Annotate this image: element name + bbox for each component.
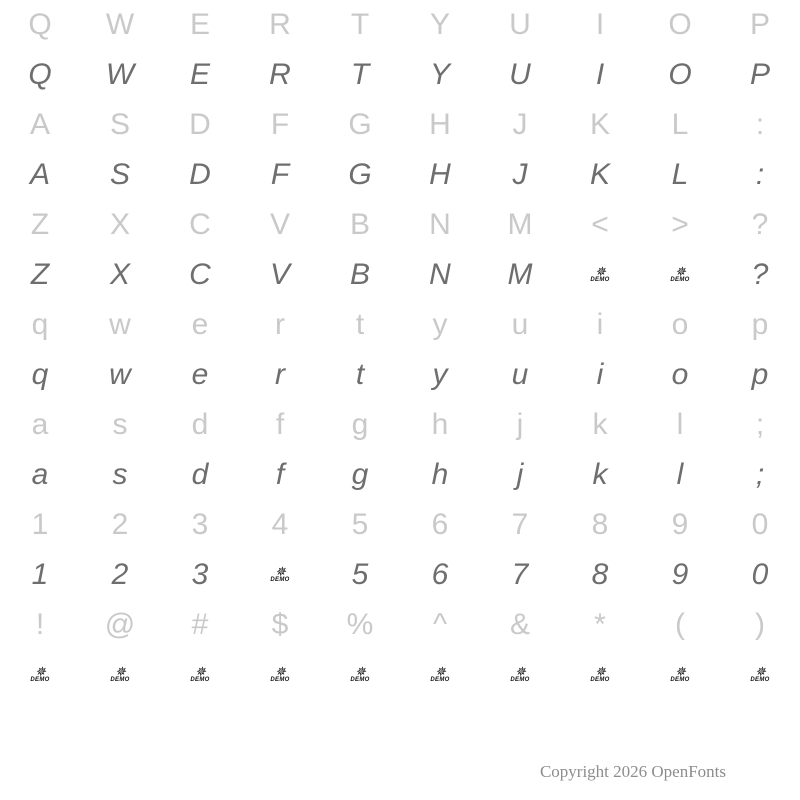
glyph-cell: F	[270, 158, 290, 191]
demo-watermark-icon	[240, 550, 320, 600]
glyph-row	[0, 550, 800, 600]
glyph-cell: C	[189, 258, 211, 291]
glyph-cell: 2	[111, 508, 129, 541]
glyph-row	[0, 350, 800, 400]
glyph-cell: C	[189, 208, 211, 241]
glyph-cell: ;	[755, 458, 765, 491]
demo-watermark-icon	[160, 650, 240, 700]
glyph-cell: g	[351, 408, 369, 441]
glyph-cell: r	[275, 358, 285, 391]
glyph-cell: <	[591, 208, 609, 241]
glyph-cell: )	[755, 608, 765, 641]
glyph-row	[0, 450, 800, 500]
glyph-cell: H	[429, 158, 451, 191]
glyph-cell: W	[105, 58, 135, 91]
glyph-cell: d	[191, 408, 209, 441]
glyph-cell: 3	[191, 558, 209, 591]
demo-mark	[190, 664, 210, 683]
glyph-cell: 4	[271, 508, 289, 541]
glyph-cell: S	[109, 108, 130, 141]
glyph-cell: a	[31, 458, 49, 491]
glyph-cell: y	[432, 308, 448, 341]
glyph-cell: J	[512, 158, 528, 191]
glyph-cell: R	[269, 8, 291, 41]
glyph-cell: 6	[431, 558, 449, 591]
glyph-cell: K	[589, 108, 610, 141]
glyph-cell: P	[749, 8, 770, 41]
glyph-cell: G	[348, 108, 372, 141]
glyph-cell: $	[271, 608, 289, 641]
glyph-cell: S	[109, 158, 130, 191]
demo-label: DEMO	[670, 677, 690, 683]
glyph-cell: :	[755, 108, 765, 141]
demo-burst-icon: ✵	[675, 664, 685, 679]
glyph-cell: h	[431, 458, 449, 491]
glyph-cell: w	[109, 308, 131, 341]
glyph-cell: %	[346, 608, 374, 641]
demo-burst-icon: ✵	[355, 664, 365, 679]
glyph-cell: E	[189, 58, 210, 91]
glyph-cell: Z	[30, 208, 50, 241]
glyph-row	[0, 400, 800, 450]
demo-watermark-icon	[720, 650, 800, 700]
demo-mark	[270, 664, 290, 683]
glyph-cell: d	[191, 458, 209, 491]
glyph-cell: ^	[432, 608, 448, 641]
demo-burst-icon: ✵	[595, 264, 605, 279]
demo-label: DEMO	[750, 677, 770, 683]
glyph-cell: w	[109, 358, 131, 391]
glyph-cell: q	[31, 308, 49, 341]
demo-watermark-icon	[480, 650, 560, 700]
demo-burst-icon: ✵	[115, 664, 125, 679]
glyph-cell: 1	[31, 508, 49, 541]
glyph-cell: r	[275, 308, 285, 341]
demo-mark	[670, 664, 690, 683]
glyph-cell: O	[668, 8, 692, 41]
glyph-row	[0, 0, 800, 50]
demo-label: DEMO	[590, 677, 610, 683]
glyph-cell: R	[269, 58, 291, 91]
demo-burst-icon: ✵	[595, 664, 605, 679]
demo-watermark-icon	[400, 650, 480, 700]
glyph-cell: e	[191, 358, 209, 391]
glyph-cell: s	[112, 408, 128, 441]
glyph-cell: P	[749, 58, 770, 91]
demo-mark	[350, 664, 370, 683]
glyph-cell: 5	[351, 508, 369, 541]
glyph-cell: J	[512, 108, 528, 141]
glyph-cell: L	[671, 108, 689, 141]
glyph-cell: F	[270, 108, 290, 141]
glyph-cell: q	[31, 358, 49, 391]
glyph-cell: f	[275, 458, 285, 491]
glyph-cell: &	[509, 608, 530, 641]
glyph-cell: 2	[111, 558, 129, 591]
glyph-cell: D	[189, 158, 211, 191]
glyph-cell: W	[105, 8, 135, 41]
glyph-cell: D	[189, 108, 211, 141]
glyph-cell: L	[671, 158, 689, 191]
glyph-cell: V	[269, 258, 290, 291]
glyph-cell: k	[592, 458, 608, 491]
demo-watermark-icon	[320, 650, 400, 700]
glyph-cell: i	[596, 308, 604, 341]
glyph-cell: O	[668, 58, 692, 91]
glyph-cell: i	[596, 358, 604, 391]
glyph-cell: @	[104, 608, 136, 641]
glyph-cell: T	[350, 8, 370, 41]
demo-label: DEMO	[190, 677, 210, 683]
glyph-cell: o	[671, 308, 689, 341]
glyph-cell: *	[594, 608, 606, 641]
glyph-cell: 6	[431, 508, 449, 541]
glyph-cell: B	[349, 258, 370, 291]
demo-burst-icon: ✵	[35, 664, 45, 679]
demo-burst-icon: ✵	[195, 664, 205, 679]
glyph-cell: 9	[671, 558, 689, 591]
glyph-cell: 7	[511, 508, 529, 541]
glyph-cell: M	[507, 208, 533, 241]
glyph-cell: I	[595, 58, 605, 91]
glyph-row	[0, 650, 800, 700]
glyph-cell: p	[751, 358, 769, 391]
demo-watermark-icon	[560, 250, 640, 300]
glyph-row	[0, 50, 800, 100]
demo-watermark-icon	[0, 650, 80, 700]
demo-watermark-icon	[240, 650, 320, 700]
demo-burst-icon: ✵	[435, 664, 445, 679]
glyph-cell: 8	[591, 558, 609, 591]
glyph-cell: j	[516, 458, 524, 491]
demo-watermark-icon	[560, 650, 640, 700]
glyph-row	[0, 250, 800, 300]
glyph-cell: V	[269, 208, 290, 241]
glyph-cell: 7	[511, 558, 529, 591]
glyph-cell: U	[509, 8, 531, 41]
glyph-cell: 1	[31, 558, 49, 591]
glyph-cell: u	[511, 308, 529, 341]
glyph-cell: a	[31, 408, 49, 441]
demo-label: DEMO	[510, 677, 530, 683]
glyph-cell: s	[112, 458, 128, 491]
glyph-cell: H	[429, 108, 451, 141]
demo-mark	[30, 664, 50, 683]
demo-mark	[750, 664, 770, 683]
demo-mark	[270, 564, 290, 583]
glyph-row	[0, 500, 800, 550]
glyph-cell: t	[355, 308, 365, 341]
glyph-cell: h	[431, 408, 449, 441]
glyph-row	[0, 150, 800, 200]
glyph-cell: ;	[755, 408, 765, 441]
demo-label: DEMO	[270, 577, 290, 583]
demo-burst-icon: ✵	[275, 564, 285, 579]
glyph-cell: Q	[28, 8, 52, 41]
glyph-cell: Q	[28, 58, 52, 91]
demo-label: DEMO	[590, 277, 610, 283]
glyph-cell: Y	[429, 58, 450, 91]
demo-mark	[590, 264, 610, 283]
glyph-cell: I	[595, 8, 605, 41]
glyph-cell: 3	[191, 508, 209, 541]
glyph-cell: X	[109, 208, 130, 241]
glyph-row	[0, 300, 800, 350]
glyph-cell: 9	[671, 508, 689, 541]
demo-label: DEMO	[110, 677, 130, 683]
glyph-cell: p	[751, 308, 769, 341]
glyph-cell: g	[351, 458, 369, 491]
demo-mark	[430, 664, 450, 683]
demo-burst-icon: ✵	[515, 664, 525, 679]
glyph-cell: 8	[591, 508, 609, 541]
demo-label: DEMO	[350, 677, 370, 683]
glyph-cell: U	[509, 58, 531, 91]
glyph-cell: N	[429, 208, 451, 241]
glyph-cell: #	[191, 608, 209, 641]
glyph-cell: y	[432, 358, 448, 391]
demo-watermark-icon	[80, 650, 160, 700]
copyright-footer	[0, 762, 800, 782]
glyph-cell: ?	[751, 258, 769, 291]
glyph-cell: Y	[429, 8, 450, 41]
demo-label: DEMO	[30, 677, 50, 683]
glyph-cell: Z	[30, 258, 50, 291]
glyph-cell: t	[355, 358, 365, 391]
glyph-cell: B	[349, 208, 370, 241]
demo-mark	[110, 664, 130, 683]
glyph-cell: e	[191, 308, 209, 341]
glyph-cell: 0	[751, 558, 769, 591]
copyright-text: Copyright 2026 OpenFonts	[539, 762, 726, 781]
demo-burst-icon: ✵	[755, 664, 765, 679]
demo-mark	[670, 264, 690, 283]
demo-watermark-icon	[640, 250, 720, 300]
glyph-cell: l	[676, 458, 684, 491]
demo-label: DEMO	[430, 677, 450, 683]
demo-watermark-icon	[640, 650, 720, 700]
demo-mark	[510, 664, 530, 683]
glyph-cell: N	[429, 258, 451, 291]
glyph-row	[0, 600, 800, 650]
glyph-cell: (	[675, 608, 685, 641]
glyph-cell: o	[671, 358, 689, 391]
glyph-cell: E	[189, 8, 210, 41]
glyph-cell: A	[29, 108, 50, 141]
demo-mark	[590, 664, 610, 683]
glyph-cell: T	[350, 58, 370, 91]
glyph-cell: A	[29, 158, 50, 191]
glyph-cell: k	[592, 408, 608, 441]
glyph-cell: :	[755, 158, 765, 191]
glyph-cell: u	[511, 358, 529, 391]
glyph-cell: 0	[751, 508, 769, 541]
glyph-cell: 5	[351, 558, 369, 591]
demo-label: DEMO	[670, 277, 690, 283]
demo-burst-icon: ✵	[675, 264, 685, 279]
glyph-cell: >	[671, 208, 689, 241]
glyph-cell: f	[275, 408, 285, 441]
glyph-row	[0, 200, 800, 250]
glyph-cell: l	[676, 408, 684, 441]
glyph-cell: K	[589, 158, 610, 191]
glyph-row	[0, 100, 800, 150]
glyph-cell: ?	[751, 208, 769, 241]
glyph-cell: !	[35, 608, 45, 641]
demo-burst-icon: ✵	[275, 664, 285, 679]
demo-label: DEMO	[270, 677, 290, 683]
glyph-cell: j	[516, 408, 524, 441]
glyph-cell: X	[109, 258, 130, 291]
glyph-cell: M	[507, 258, 533, 291]
glyph-cell: G	[348, 158, 372, 191]
